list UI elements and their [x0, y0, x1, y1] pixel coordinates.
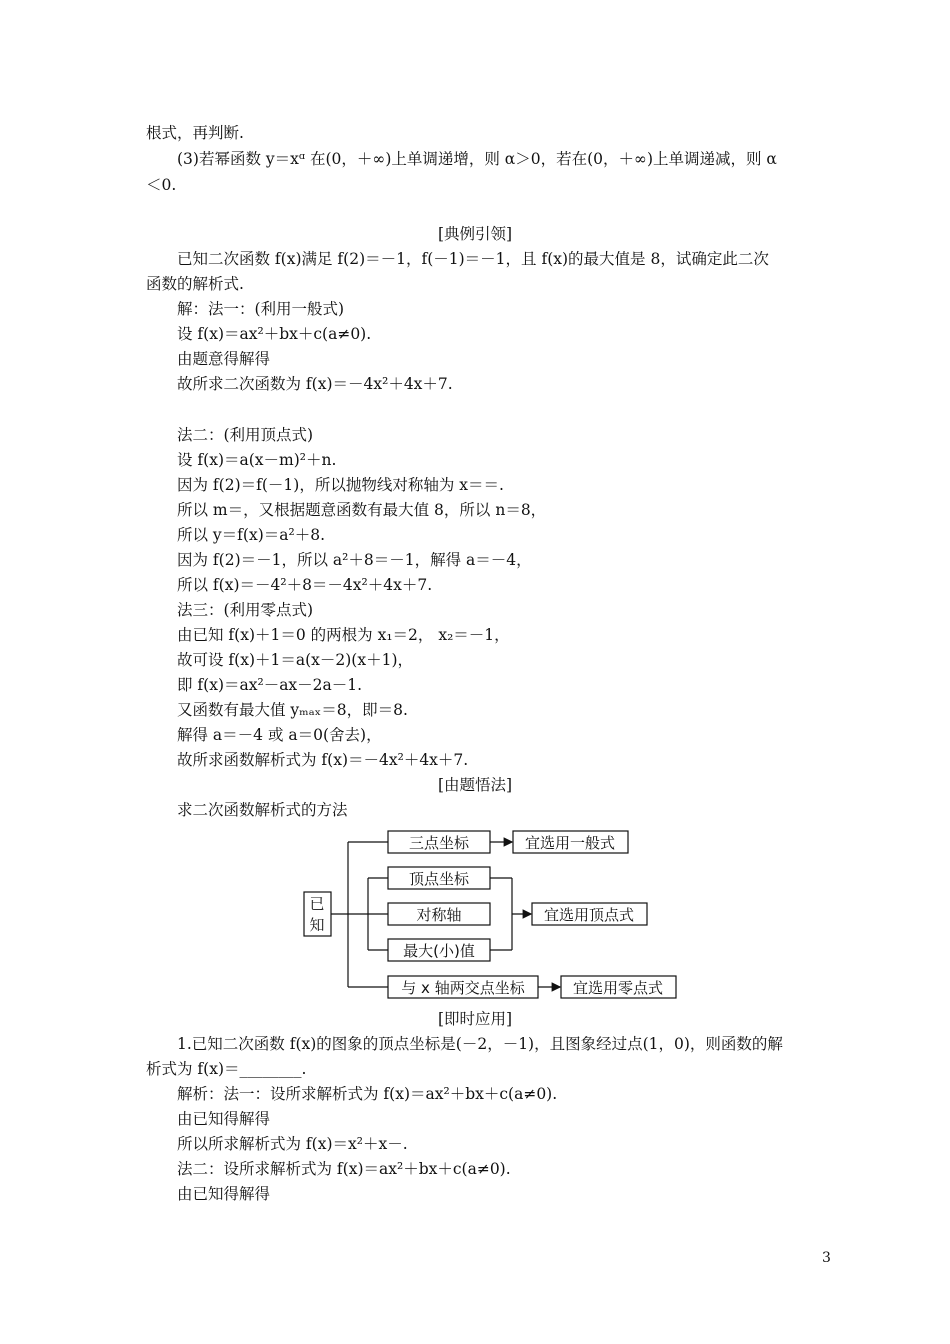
text-line: 法二：(利用顶点式) [177, 426, 314, 444]
condition-label: 三点坐标 [408, 834, 470, 852]
text-line: 又函数有最大值 yₘₐₓ＝8，即＝8. [177, 701, 408, 719]
result-label: 宜选用零点式 [572, 979, 664, 997]
section-heading: [由题悟法] [437, 776, 513, 794]
method-diagram [0, 820, 950, 1005]
known-label: 知 [309, 916, 325, 934]
text-line: 由已知得解得 [177, 1185, 271, 1203]
text-line: 解析：法一：设所求解析式为 f(x)＝ax²＋bx＋c(a≠0). [177, 1085, 558, 1103]
text-line: 设 f(x)＝a(x－m)²＋n. [177, 451, 337, 469]
condition-label: 与 x 轴两交点坐标 [401, 979, 525, 997]
text-line: 由已知得解得 [177, 1110, 271, 1128]
text-line: 析式为 f(x)＝________. [146, 1060, 307, 1078]
text-line: 即 f(x)＝ax²－ax－2a－1. [177, 676, 363, 694]
text-line: 法二：设所求解析式为 f(x)＝ax²＋bx＋c(a≠0). [177, 1160, 511, 1178]
text-line: 由已知 f(x)＋1＝0 的两根为 x₁＝2， x₂＝－1， [177, 626, 510, 644]
text-line: 所以 m＝，又根据题意函数有最大值 8，所以 n＝8， [177, 501, 547, 519]
condition-label: 顶点坐标 [408, 870, 470, 888]
text-line: 设 f(x)＝ax²＋bx＋c(a≠0). [177, 325, 372, 343]
text-line: 解得 a＝－4 或 a＝0(舍去)， [177, 726, 382, 744]
section-heading: [即时应用] [437, 1010, 513, 1028]
text-line: ＜0. [146, 176, 177, 194]
text-line: 函数的解析式. [146, 275, 244, 293]
result-label: 宜选用顶点式 [543, 906, 635, 924]
text-line: 因为 f(2)＝f(－1)，所以抛物线对称轴为 x＝＝. [177, 476, 504, 494]
text-line: 解：法一：(利用一般式) [177, 300, 345, 318]
text-line: 由题意得解得 [177, 350, 271, 368]
text-line: 求二次函数解析式的方法 [177, 801, 348, 819]
text-line: 已知二次函数 f(x)满足 f(2)＝－1，f(－1)＝－1，且 f(x)的最大值是 8，试确定此二次 [177, 250, 769, 268]
text-line: 所以所求解析式为 f(x)＝x²＋x－. [177, 1135, 408, 1153]
known-label: 已 [309, 895, 325, 913]
section-heading: [典例引领] [437, 225, 513, 243]
text-line: 故所求函数解析式为 f(x)＝－4x²＋4x＋7. [177, 751, 469, 769]
condition-label: 最大(小)值 [403, 942, 475, 960]
text-line: 1.已知二次函数 f(x)的图象的顶点坐标是(－2，－1)，且图象经过点(1，0)，则函数的解 [177, 1035, 783, 1053]
condition-label: 对称轴 [416, 906, 462, 924]
text-line: (3)若幂函数 y＝xᵅ 在(0，＋∞)上单调递增，则 α＞0，若在(0，＋∞)上单调递减，则 α [177, 150, 777, 168]
text-line: 所以 y＝f(x)＝a²＋8. [177, 526, 325, 544]
result-label: 宜选用一般式 [524, 834, 616, 852]
text-line: 故可设 f(x)＋1＝a(x－2)(x＋1)， [177, 651, 413, 669]
page-number: 3 [822, 1250, 831, 1266]
text-line: 法三：(利用零点式) [177, 601, 314, 619]
text-line: 故所求二次函数为 f(x)＝－4x²＋4x＋7. [177, 375, 453, 393]
text-line: 所以 f(x)＝－4²＋8＝－4x²＋4x＋7. [177, 576, 433, 594]
text-line: 因为 f(2)＝－1，所以 a²＋8＝－1，解得 a＝－4， [177, 551, 532, 569]
text-line: 根式，再判断. [146, 124, 244, 142]
